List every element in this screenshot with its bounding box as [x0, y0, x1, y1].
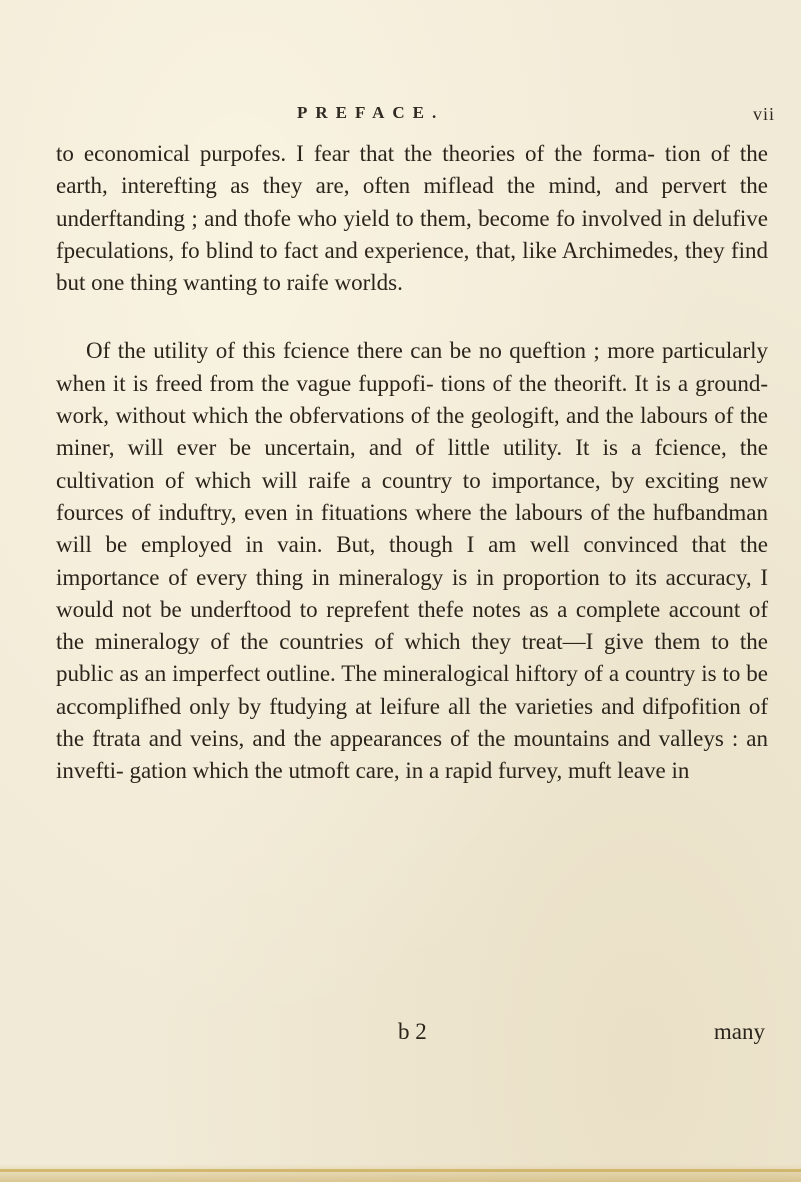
- paragraph-2: Of the utility of this fcience there can be no queftion ; more particularly when it is freed from the vague fuppofi- tions of the theorift. It is a ground-work, without which the obfervations of the geologift, and the labours of the miner, will ever be uncertain, and of little utility. It is a fcience, the cultivation of which will raife a country to importance, by exciting new fources of induftry, even in fituations where the labours of the hufbandman will be employed in vain. But, though I am well convinced that the importance of every thing in mineralogy is in proportion to its accuracy, I would not be underftood to reprefent thefe notes as a complete account of the mineralogy of the countries of which they treat—I give them to the public as an imperfect outline. The mineralogical hiftory of a country is to be accomplifhed only by ftudying at leifure all the varieties and difpofition of the ftrata and veins, and the appearances of the mountains and valleys : an invefti- gation which the utmoft care, in a rapid furvey, muft leave in: [56, 338, 768, 784]
- catchline: [0, 1019, 801, 1051]
- paragraph-1: to economical purpofes. I fear that the theories of the forma- tion of the earth, interefting as they are, often miflead the mind, and pervert the underftanding ; and thofe who yield to them, become fo involved in delufive fpeculations, fo blind to fact and experience, that, like Archimedes, they find but one thing wanting to raife worlds.: [56, 141, 768, 296]
- body-text: [56, 138, 768, 788]
- running-head: PREFACE.: [297, 103, 445, 122]
- catchword: many: [713, 1019, 765, 1044]
- signature-mark: b 2: [398, 1019, 427, 1044]
- page-edge-stain: [0, 1164, 801, 1182]
- page-header: [0, 103, 801, 131]
- page-number: vii: [752, 104, 775, 124]
